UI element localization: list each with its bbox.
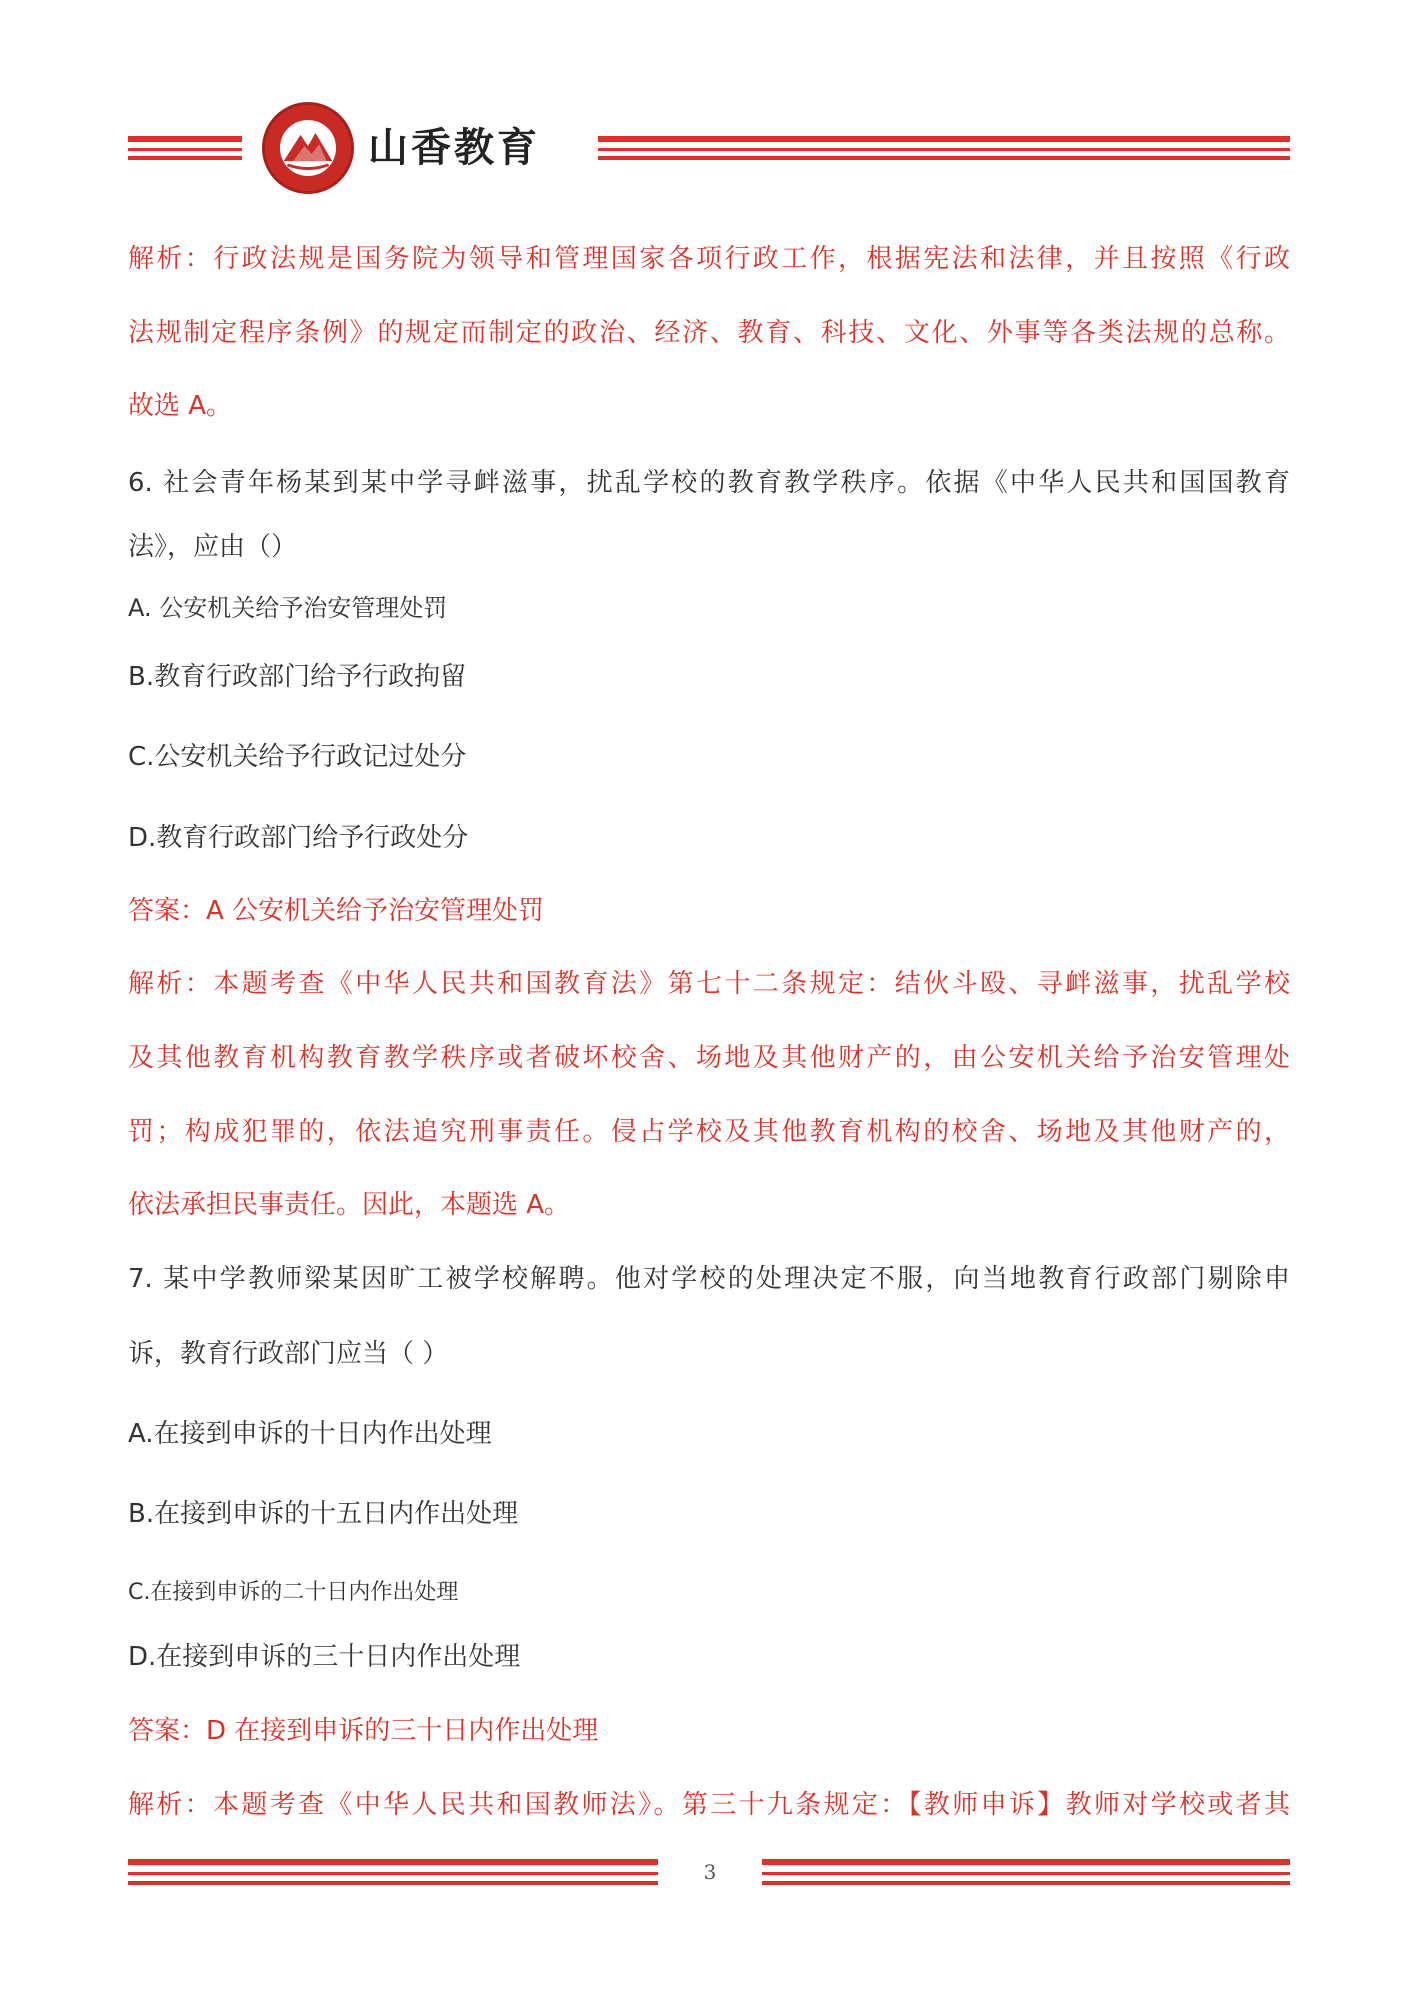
q5-analysis-line: 故选 A。 — [128, 391, 233, 421]
header-stripes-right — [598, 136, 1290, 160]
q7-option-d: D.在接到申诉的三十日内作出处理 — [128, 1642, 521, 1672]
footer-stripes-left — [128, 1859, 658, 1885]
q6-stem-line: 6. 社会青年杨某到某中学寻衅滋事，扰乱学校的教育教学秩序。依据《中华人民共和国国教育 — [128, 468, 1290, 498]
q6-answer: 答案：A 公安机关给予治安管理处罚 — [128, 896, 545, 926]
q5-analysis-line: 法规制定程序条例》的规定而制定的政治、经济、教育、科技、文化、外事等各类法规的总称。 — [128, 318, 1290, 348]
logo-icon — [262, 102, 354, 194]
q6-analysis-line: 罚；构成犯罪的，依法追究刑事责任。侵占学校及其他教育机构的校舍、场地及其他财产的， — [128, 1117, 1290, 1147]
q6-analysis-line: 解析：本题考查《中华人民共和国教育法》第七十二条规定：结伙斗殴、寻衅滋事，扰乱学校 — [128, 969, 1290, 999]
q6-option-c: C.公安机关给予行政记过处分 — [128, 742, 467, 772]
q7-answer: 答案：D 在接到申诉的三十日内作出处理 — [128, 1716, 599, 1746]
page-number: 3 — [703, 1860, 717, 1884]
q7-option-b: B.在接到申诉的十五日内作出处理 — [128, 1499, 519, 1529]
q6-option-d: D.教育行政部门给予行政处分 — [128, 823, 469, 853]
q6-analysis-line: 及其他教育机构教育教学秩序或者破坏校舍、场地及其他财产的，由公安机关给予治安管理处 — [128, 1043, 1290, 1073]
q7-option-c: C.在接到申诉的二十日内作出处理 — [128, 1580, 459, 1605]
brand-name: 山香教育 — [368, 124, 540, 171]
footer-stripes-right — [762, 1859, 1290, 1885]
q6-stem-line: 法》，应由（） — [128, 532, 298, 562]
q7-stem-line: 诉，教育行政部门应当（ ） — [128, 1339, 449, 1369]
q6-option-a: A. 公安机关给予治安管理处罚 — [128, 594, 448, 622]
q6-analysis-line: 依法承担民事责任。因此，本题选 A。 — [128, 1190, 571, 1220]
header-stripes-left — [128, 136, 242, 160]
q7-stem-line: 7. 某中学教师梁某因旷工被学校解聘。他对学校的处理决定不服，向当地教育行政部门剔除申 — [128, 1264, 1290, 1294]
q5-analysis-line: 解析：行政法规是国务院为领导和管理国家各项行政工作，根据宪法和法律，并且按照《行政 — [128, 244, 1290, 274]
q7-analysis-line: 解析：本题考查《中华人民共和国教师法》。第三十九条规定：【教师申诉】教师对学校或者其 — [128, 1790, 1290, 1820]
q6-option-b: B.教育行政部门给予行政拘留 — [128, 662, 467, 692]
q7-option-a: A.在接到申诉的十日内作出处理 — [128, 1419, 492, 1449]
